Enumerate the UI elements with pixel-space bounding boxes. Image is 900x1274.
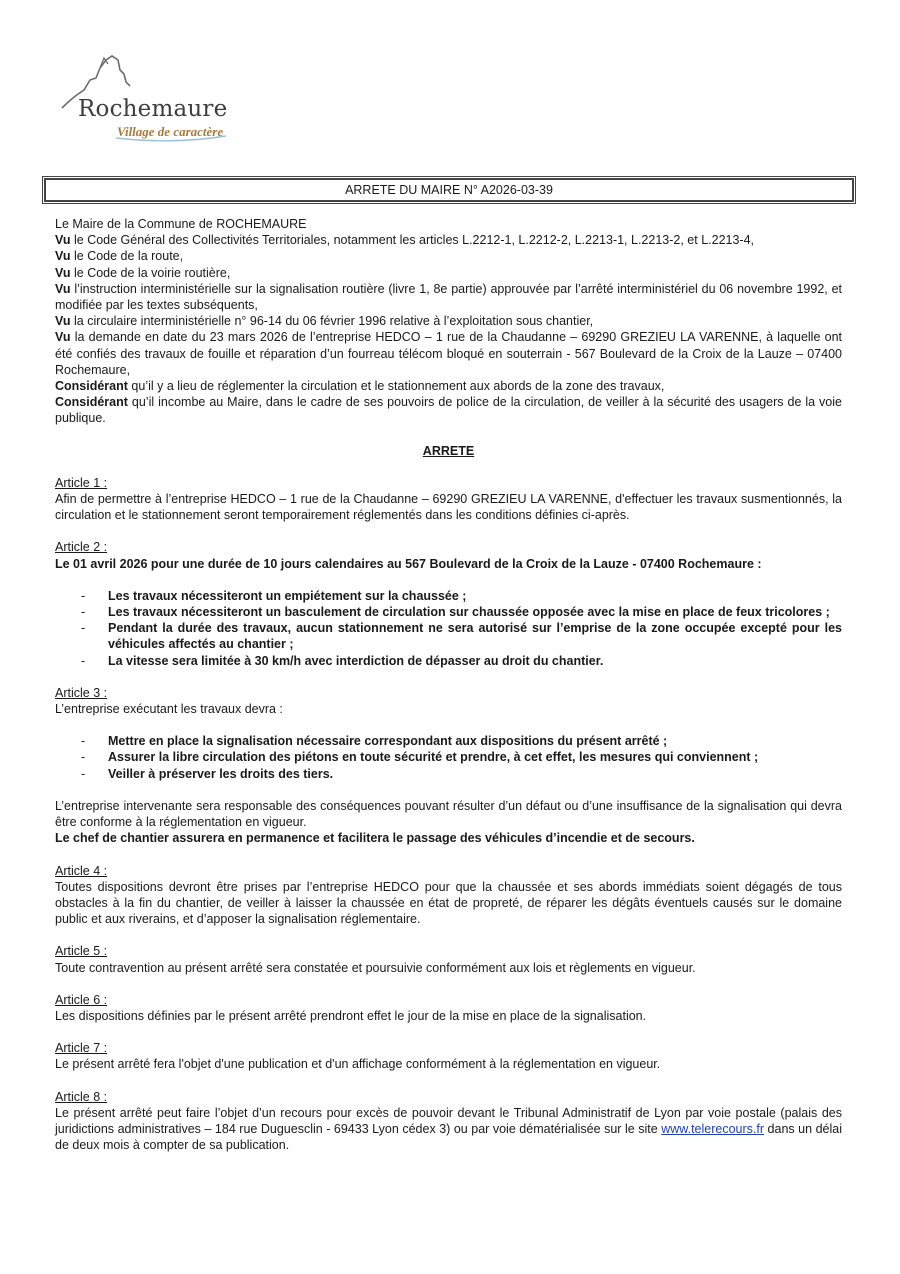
article-8-text: Le présent arrêté peut faire l’objet d’un recours pour excès de pouvoir devant le Tribunal Administratif de Lyon par voie postale (palais des juridictions administratives – 184 rue Duguesclin - 69433 Lyon cédex 3) ou par voie dématérialisée sur le site www.telerecours.fr dans un délai de deux mois à compter de sa publication.	[55, 1105, 843, 1153]
article-3-list	[55, 733, 842, 782]
article-3-heading: Article 3 :	[55, 685, 108, 700]
preamble-vu-5: Vu la circulaire interministérielle n° 96-14 du 06 février 1996 relative à l’exploitation sous chantier,	[55, 314, 594, 329]
list-item: - Mettre en place la signalisation nécessaire correspondant aux dispositions du présent arrêté ;	[55, 733, 842, 749]
article-1-heading: Article 1 :	[55, 475, 108, 490]
article-4-text: Toutes dispositions devront être prises par l’entreprise HEDCO pour que la chaussée et ses abords immédiats soient dégagés de tous obstacles à la fin du chantier, de veiller à laisser la chaussée en état de propreté, de réparer les dégâts éventuels causés sur le domaine public et aux riverains, et d’apposer la signalisation réglementaire.	[55, 879, 842, 927]
preamble-considerant-2: Considérant qu’il incombe au Maire, dans le cadre de ses pouvoirs de police de la circulation, de veiller à la sécurité des usagers de la voie publique.	[55, 395, 842, 426]
logo-tagline: Village de caractère	[117, 124, 224, 139]
article-8-heading: Article 8 :	[55, 1089, 108, 1104]
preamble-mayor: Le Maire de la Commune de ROCHEMAURE	[55, 217, 307, 231]
article-3-lead: L’entreprise exécutant les travaux devra :	[55, 702, 283, 717]
preamble-considerant-1: Considérant qu’il y a lieu de réglementer la circulation et le stationnement aux abords de la zone des travaux,	[55, 379, 665, 394]
article-7-heading: Article 7 :	[55, 1041, 108, 1056]
article-1-text: Afin de permettre à l’entreprise HEDCO – 1 rue de la Chaudanne – 69290 GREZIEU LA VARENNE, d'effectuer les travaux susmentionnés, la circulation et le stationnement seront temporairement réglementés dans les conditions définies ci-après.	[55, 492, 842, 523]
article-2-heading: Article 2 :	[55, 540, 108, 555]
preamble-vu-4: Vu l’instruction interministérielle sur la signalisation routière (livre 1, 8e partie) approuvée par l’arrêté interministériel du 06 novembre 1992, et modifiée par les textes subséquents,	[55, 281, 842, 313]
article-2-lead: Le 01 avril 2026 pour une durée de 10 jours calendaires au 567 Boulevard de la Croix de la Lauze - 07400 Rochemaure :	[55, 556, 762, 571]
list-item: - Les travaux nécessiteront un basculement de circulation sur chaussée opposée avec la mise en place de feux tricolores ;	[55, 604, 842, 620]
decree-title: ARRETE DU MAIRE N° A2026-03-39	[44, 178, 854, 202]
preamble-vu-1: Vu le Code Général des Collectivités Territoriales, notamment les articles L.2212-1, L.2212-2, L.2213-1, L.2213-2, et L.2213-4,	[55, 233, 755, 248]
article-3-text: L’entreprise intervenante sera responsable des conséquences pouvant résulter d’un défaut ou d’une insuffisance de la signalisation qui devra être conforme à la réglementation en vigueur.	[55, 798, 842, 830]
preamble-vu-6: Vu la demande en date du 23 mars 2026 de l’entreprise HEDCO – 1 rue de la Chaudanne – 69290 GREZIEU LA VARENNE, à laquelle ont été confiés des travaux de fouille et réparation d’un fourreau télécom bloqué en souterrain - 567 Boulevard de la Croix de la Lauze – 07400 Rochemaure,	[55, 330, 842, 377]
article-6-heading: Article 6 :	[55, 992, 108, 1007]
list-item: - Veiller à préserver les droits des tiers.	[55, 766, 842, 782]
list-item: - Pendant la durée des travaux, aucun stationnement ne sera autorisé sur l’emprise de la zone occupée excepté pour les véhicules affectés au chantier ;	[55, 620, 842, 652]
article-2-list	[55, 588, 842, 669]
document-body	[55, 216, 842, 1153]
list-item: - Assurer la libre circulation des piétons en toute sécurité et prendre, à cet effet, les mesures qui conviennent ;	[55, 749, 842, 765]
logo-name: Rochemaure	[78, 96, 228, 122]
list-item: - La vitesse sera limitée à 30 km/h avec interdiction de dépasser au droit du chantier.	[55, 653, 842, 669]
article-5-text: Toute contravention au présent arrêté sera constatée et poursuivie conformément aux lois et règlements en vigueur.	[55, 960, 696, 975]
telerecours-link[interactable]: www.telerecours.fr	[661, 1121, 765, 1136]
preamble-vu-2: Vu le Code de la route,	[55, 249, 184, 264]
preamble-vu-3: Vu le Code de la voirie routière,	[55, 265, 231, 280]
list-item: - Les travaux nécessiteront un empiétement sur la chaussée ;	[55, 588, 842, 604]
article-4-heading: Article 4 :	[55, 863, 108, 878]
arrete-heading: ARRETE	[422, 443, 475, 458]
article-5-heading: Article 5 :	[55, 944, 108, 959]
article-6-text: Les dispositions définies par le présent arrêté prendront effet le jour de la mise en place de la signalisation.	[55, 1008, 647, 1023]
article-7-text: Le présent arrêté fera l'objet d'une publication et d'un affichage conformément à la réglementation en vigueur.	[55, 1057, 661, 1072]
article-3-bold-text: Le chef de chantier assurera en permanence et facilitera le passage des véhicules d’incendie et de secours.	[55, 831, 695, 846]
